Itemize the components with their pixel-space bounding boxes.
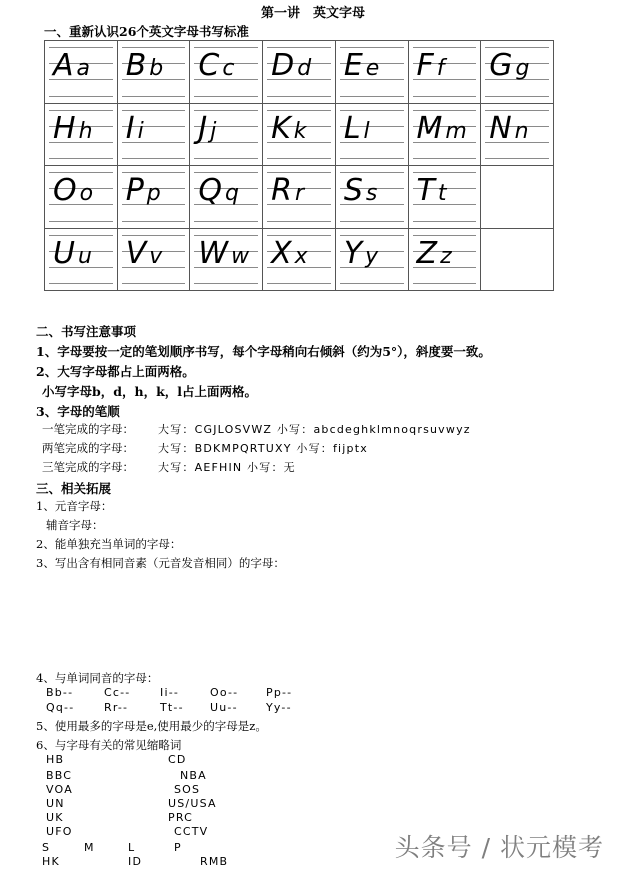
- letter-pair: [126, 174, 161, 211]
- lowercase-letter: h: [78, 118, 93, 144]
- abbreviation: CCTV: [174, 825, 209, 838]
- letter-cell: [45, 41, 118, 104]
- lowercase-letter: l: [363, 118, 370, 144]
- uppercase-letter: K: [271, 110, 294, 146]
- letter-cell: [263, 41, 336, 104]
- size-letter: S: [42, 841, 51, 854]
- letter-cell: [117, 228, 190, 291]
- uppercase-letter: E: [343, 48, 366, 83]
- letter-pair: [198, 237, 249, 274]
- letter-pair: [198, 174, 239, 211]
- homophone: Rr--: [104, 701, 129, 714]
- letter-cell: [481, 41, 554, 104]
- lowercase-letter: v: [149, 243, 163, 269]
- letter-pair: [417, 112, 467, 149]
- stroke2-label: 两笔完成的字母：: [42, 441, 134, 455]
- letter-pair: [271, 49, 311, 86]
- abbreviation: US/USA: [168, 797, 217, 810]
- letter-cell: [45, 228, 118, 291]
- abbreviation: CD: [168, 753, 187, 766]
- uppercase-letter: B: [125, 48, 150, 83]
- lowercase-letter: s: [365, 181, 378, 206]
- lowercase-letter: b: [149, 56, 164, 81]
- letter-cell: [190, 41, 263, 104]
- letter-cell: [117, 166, 190, 229]
- uppercase-letter: M: [416, 110, 446, 146]
- lowercase-letter: f: [436, 56, 445, 81]
- letter-cell: [408, 103, 481, 166]
- abbreviation: RMB: [200, 855, 229, 868]
- letter-cell: [117, 103, 190, 166]
- letter-pair: [126, 237, 163, 274]
- uppercase-letter: Y: [343, 235, 366, 271]
- letter-pair: [271, 112, 306, 149]
- ext-1: 1、元音字母：: [36, 499, 113, 513]
- letter-pair: [271, 174, 304, 211]
- uppercase-letter: L: [343, 110, 364, 146]
- letter-cell: [190, 228, 263, 291]
- letter-pair: [489, 112, 528, 149]
- letter-cell: [335, 41, 408, 104]
- lowercase-letter: n: [514, 118, 529, 144]
- homophone: Pp--: [266, 686, 293, 699]
- stroke2-value: 大写：BDKMPQRTUXY 小写：fijptx: [158, 442, 368, 455]
- homophone: Qq--: [46, 701, 75, 714]
- lowercase-letter: y: [365, 243, 379, 269]
- lowercase-letter: r: [294, 181, 305, 206]
- size-letter: L: [128, 841, 136, 854]
- letter-cell: [263, 228, 336, 291]
- lowercase-letter: x: [294, 243, 308, 269]
- lowercase-letter: q: [225, 181, 239, 206]
- abbreviation: PRC: [168, 811, 194, 824]
- stroke3-label: 三笔完成的字母：: [42, 460, 134, 474]
- uppercase-letter: G: [489, 48, 516, 83]
- uppercase-letter: N: [489, 110, 515, 146]
- lowercase-letter: z: [440, 243, 452, 269]
- letter-cell: [481, 103, 554, 166]
- lowercase-letter: i: [137, 118, 144, 144]
- letter-cell: [45, 166, 118, 229]
- letter-pair: [344, 49, 380, 86]
- letter-cell: [45, 103, 118, 166]
- uppercase-letter: V: [125, 235, 150, 271]
- section2-heading: 二、书写注意事项: [36, 324, 137, 339]
- ext-6: 6、与字母有关的常见缩略词: [36, 738, 182, 752]
- rule-2: 2、大写字母都占上面两格。: [36, 364, 195, 379]
- rule-2b: 小写字母b，d，h，k，l占上面两格。: [42, 384, 257, 399]
- ext-1b: 辅音字母：: [46, 518, 104, 532]
- uppercase-letter: Z: [416, 235, 441, 271]
- letter-pair: [417, 174, 447, 211]
- lowercase-letter: d: [297, 56, 312, 81]
- uppercase-letter: A: [53, 48, 77, 83]
- lowercase-letter: m: [445, 118, 467, 144]
- lowercase-letter: g: [515, 56, 530, 81]
- uppercase-letter: S: [343, 173, 366, 208]
- abbreviation: HK: [42, 855, 60, 868]
- letter-cell: [190, 166, 263, 229]
- empty-cell: [481, 166, 554, 229]
- letter-pair: [489, 49, 529, 86]
- lowercase-letter: j: [210, 118, 217, 144]
- homophone: Tt--: [160, 701, 184, 714]
- homophone: Uu--: [210, 701, 238, 714]
- rule-3: 3、字母的笔顺: [36, 404, 120, 419]
- abbreviation: HB: [46, 753, 65, 766]
- uppercase-letter: D: [271, 48, 298, 83]
- letter-pair: [344, 237, 378, 274]
- page-title: 第一讲 英文字母: [260, 6, 365, 21]
- abbreviation: BBC: [46, 769, 73, 782]
- lowercase-letter: w: [231, 243, 250, 269]
- ext-4: 4、与单词同音的字母：: [36, 671, 159, 685]
- homophone: Yy--: [266, 701, 292, 714]
- abbreviation: NBA: [180, 769, 207, 782]
- letter-cell: [408, 166, 481, 229]
- ext-3: 3、写出含有相同音素（元音发音相同）的字母：: [36, 556, 285, 570]
- uppercase-letter: P: [125, 173, 147, 208]
- lowercase-letter: c: [222, 56, 235, 81]
- watermark: 头条号 / 状元模考: [394, 833, 604, 862]
- abbreviation: ID: [128, 855, 143, 868]
- letter-cell: [335, 166, 408, 229]
- lowercase-letter: u: [77, 243, 92, 269]
- letter-cell: [408, 228, 481, 291]
- letter-cell: [190, 103, 263, 166]
- homophone: Oo--: [210, 686, 239, 699]
- letter-cell: [263, 103, 336, 166]
- homophone: Bb--: [46, 686, 74, 699]
- uppercase-letter: J: [198, 110, 211, 146]
- rule-1: 1、字母要按一定的笔划顺序书写，每个字母稍向右倾斜（约为5°），斜度要一致。: [36, 344, 491, 359]
- letter-pair: [344, 112, 370, 149]
- stroke1-label: 一笔完成的字母：: [42, 422, 134, 436]
- uppercase-letter: Q: [198, 173, 226, 208]
- lowercase-letter: e: [365, 56, 380, 81]
- lowercase-letter: p: [146, 181, 161, 206]
- section3-heading: 三、相关拓展: [36, 481, 112, 496]
- empty-cell: [481, 228, 554, 291]
- uppercase-letter: F: [416, 48, 437, 83]
- section1-heading: 一、重新认识26个英文字母书写标准: [44, 24, 249, 39]
- uppercase-letter: X: [271, 235, 295, 271]
- uppercase-letter: O: [53, 173, 80, 208]
- size-letter: M: [84, 841, 95, 854]
- letter-cell: [408, 41, 481, 104]
- uppercase-letter: C: [198, 48, 223, 83]
- lowercase-letter: o: [79, 181, 94, 206]
- uppercase-letter: R: [271, 173, 295, 208]
- uppercase-letter: U: [53, 235, 78, 271]
- letter-cell: [263, 166, 336, 229]
- uppercase-letter: W: [198, 235, 232, 271]
- letter-cell: [335, 228, 408, 291]
- letter-pair: [53, 174, 93, 211]
- homophone: Ii--: [160, 686, 180, 699]
- abbreviation: VOA: [46, 783, 73, 796]
- abbreviation: UN: [46, 797, 65, 810]
- lowercase-letter: k: [293, 118, 307, 144]
- letter-pair: [53, 237, 92, 274]
- letter-pair: [126, 112, 144, 149]
- letter-pair: [198, 49, 234, 86]
- lowercase-letter: a: [76, 56, 91, 81]
- letter-pair: [271, 237, 308, 274]
- stroke3-value: 大写：AEFHIN 小写：无: [158, 461, 296, 474]
- uppercase-letter: H: [53, 110, 79, 146]
- letter-pair: [126, 49, 164, 86]
- letter-pair: [344, 174, 378, 211]
- abbreviation: UFO: [46, 825, 73, 838]
- homophone: Cc--: [104, 686, 131, 699]
- letter-cell: [335, 103, 408, 166]
- letter-pair: [53, 49, 90, 86]
- ext-2: 2、能单独充当单词的字母：: [36, 537, 182, 551]
- lowercase-letter: t: [437, 181, 447, 206]
- letter-grid: [44, 40, 554, 291]
- letter-pair: [417, 49, 445, 86]
- uppercase-letter: I: [125, 110, 138, 146]
- stroke1-value: 大写：CGJLOSVWZ 小写：abcdeghklmnoqrsuvwyz: [158, 423, 471, 436]
- letter-pair: [53, 112, 93, 149]
- size-letter: P: [174, 841, 182, 854]
- uppercase-letter: T: [416, 173, 438, 208]
- abbreviation: UK: [46, 811, 64, 824]
- abbreviation: SOS: [174, 783, 201, 796]
- letter-pair: [198, 112, 216, 149]
- ext-5: 5、使用最多的字母是e,使用最少的字母是z。: [36, 719, 267, 733]
- letter-cell: [117, 41, 190, 104]
- letter-pair: [417, 237, 452, 274]
